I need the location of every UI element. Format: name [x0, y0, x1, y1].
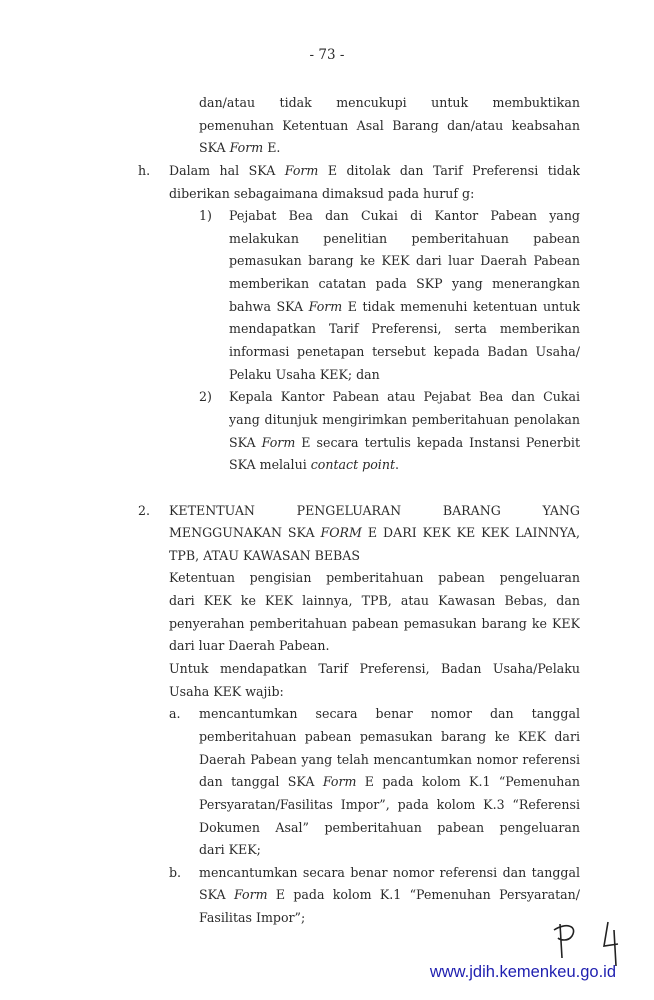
line-text [229, 454, 580, 477]
line-text [229, 341, 580, 364]
text-line [0, 545, 654, 568]
list-marker: 2. [138, 502, 151, 518]
text-line [0, 364, 654, 387]
line-text [199, 862, 580, 885]
line-text [199, 749, 580, 772]
line-text [169, 590, 580, 613]
text-segment: Fasilitas Impor”; [199, 910, 306, 926]
text-segment: pemasukan barang ke KEK dari luar Daerah Pabean [229, 253, 580, 269]
page-number: - 73 - [309, 47, 345, 63]
text-segment: Persyaratan/Fasilitas Impor”, pada kolom K.3 “Referensi [199, 796, 580, 812]
text-segment: bahwa SKA [229, 298, 309, 314]
line-text [199, 817, 580, 840]
line-text [169, 613, 580, 636]
text-line [0, 183, 654, 206]
text-line [0, 726, 654, 749]
text-segment: MENGGUNAKAN SKA [169, 525, 321, 541]
text-line [0, 386, 654, 409]
list-marker: 1) [199, 208, 212, 224]
text-segment: informasi penetapan tersebut kepada Badan Usaha/ [229, 344, 580, 360]
list-marker: h. [138, 162, 151, 178]
text-segment: Pelaku Usaha KEK; dan [229, 366, 380, 382]
text-segment: SKA melalui [229, 457, 311, 473]
text-line [0, 432, 654, 455]
text-segment: E pada kolom K.1 “Pemenuhan Persyaratan/ [267, 887, 580, 903]
text-line [0, 92, 654, 115]
text-segment: Dokumen Asal” pemberitahuan pabean pengeluaran [199, 819, 580, 835]
list-marker: a. [169, 706, 181, 722]
text-segment: melakukan penelitian pemberitahuan pabean [229, 230, 580, 246]
text-line [0, 454, 654, 477]
text-segment: E DARI KEK KE KEK LAINNYA, [361, 525, 580, 541]
line-text [169, 183, 580, 206]
italic-segment: Form [322, 774, 357, 790]
text-segment: . [395, 457, 400, 473]
text-segment: penyerahan pemberitahuan pabean pemasukan barang ke KEK [169, 615, 580, 631]
text-segment: dari KEK; [199, 842, 261, 858]
line-text [199, 771, 580, 794]
text-line [0, 817, 654, 840]
text-line [0, 884, 654, 907]
line-text [199, 703, 580, 726]
line-text [199, 884, 580, 907]
italic-segment: Form [229, 140, 264, 156]
text-segment: Usaha KEK wajib: [169, 683, 284, 699]
text-segment: SKA [229, 434, 262, 450]
text-segment: diberikan sebagaimana dimaksud pada huruf g: [169, 185, 475, 201]
line-text [229, 296, 580, 319]
text-line [0, 500, 654, 523]
text-line [0, 794, 654, 817]
line-text [229, 409, 580, 432]
text-segment: Dalam hal SKA [169, 162, 285, 178]
text-line [0, 590, 654, 613]
text-line [0, 703, 654, 726]
italic-segment: contact point [310, 457, 396, 473]
text-line [0, 635, 654, 658]
line-text [199, 839, 580, 862]
text-segment: mendapatkan Tarif Preferensi, serta memberikan [229, 321, 580, 337]
line-text [169, 567, 580, 590]
text-segment: Untuk mendapatkan Tarif Preferensi, Badan Usaha/Pelaku [169, 661, 580, 677]
text-segment: yang ditunjuk mengirimkan pemberitahuan penolakan [229, 411, 580, 427]
italic-segment: Form [261, 434, 296, 450]
line-text [169, 635, 580, 658]
document-body [0, 92, 654, 930]
jdih-website-link[interactable]: www.jdih.kemenkeu.go.id [429, 963, 616, 981]
line-text [229, 364, 580, 387]
text-line [0, 613, 654, 636]
text-line [0, 658, 654, 681]
text-segment: pemberitahuan pabean pemasukan barang ke KEK dari [199, 728, 580, 744]
text-segment: dari KEK ke KEK lainnya, TPB, atau Kawasan Bebas, dan [169, 593, 580, 609]
text-line [0, 228, 654, 251]
line-text [199, 92, 580, 115]
line-text [199, 115, 580, 138]
line-text [229, 205, 580, 228]
line-text [169, 500, 580, 523]
text-line [0, 749, 654, 772]
text-segment: Kepala Kantor Pabean atau Pejabat Bea dan Cukai [229, 389, 580, 405]
line-text [169, 545, 580, 568]
line-text [199, 137, 580, 160]
text-segment: Daerah Pabean yang telah mencantumkan nomor referensi [199, 751, 580, 767]
text-line [0, 681, 654, 704]
text-segment: E. [263, 140, 281, 156]
text-line [0, 160, 654, 183]
italic-segment: FORM [320, 525, 362, 541]
text-segment: mencantumkan secara benar nomor referensi dan tanggal [199, 864, 580, 880]
text-segment: E pada kolom K.1 “Pemenuhan [356, 774, 580, 790]
italic-segment: Form [284, 162, 319, 178]
blank-line [0, 477, 654, 500]
line-text [199, 726, 580, 749]
text-line [0, 341, 654, 364]
text-segment: Ketentuan pengisian pemberitahuan pabean pengeluaran [169, 570, 580, 586]
text-line [0, 862, 654, 885]
line-text [199, 907, 580, 930]
line-text [229, 250, 580, 273]
text-segment: E secara tertulis kepada Instansi Penerbit [295, 434, 580, 450]
line-text [199, 794, 580, 817]
text-line [0, 205, 654, 228]
text-segment: KETENTUAN PENGELUARAN BARANG YANG [169, 502, 580, 518]
text-line [0, 771, 654, 794]
text-line [0, 318, 654, 341]
text-segment: Pejabat Bea dan Cukai di Kantor Pabean yang [229, 208, 580, 224]
text-segment: SKA [199, 140, 230, 156]
text-line [0, 273, 654, 296]
text-line [0, 567, 654, 590]
text-line [0, 250, 654, 273]
text-line [0, 296, 654, 319]
line-text [169, 160, 580, 183]
italic-segment: Form [233, 887, 268, 903]
text-segment: dari luar Daerah Pabean. [169, 638, 330, 654]
text-segment: SKA [199, 887, 234, 903]
text-segment: TPB, ATAU KAWASAN BEBAS [169, 547, 361, 563]
line-text [169, 681, 580, 704]
line-text [169, 522, 580, 545]
text-segment: mencantumkan secara benar nomor dan tanggal [199, 706, 580, 722]
text-line [0, 137, 654, 160]
text-line [0, 839, 654, 862]
text-line [0, 115, 654, 138]
line-text [229, 432, 580, 455]
text-segment: pemenuhan Ketentuan Asal Barang dan/atau keabsahan [199, 117, 580, 133]
italic-segment: Form [308, 298, 343, 314]
text-segment: memberikan catatan pada SKP yang menerangkan [229, 276, 580, 292]
line-text [229, 318, 580, 341]
text-line [0, 522, 654, 545]
line-text [229, 273, 580, 296]
text-line [0, 409, 654, 432]
text-segment: E ditolak dan Tarif Preferensi tidak [318, 162, 580, 178]
line-text [229, 228, 580, 251]
text-segment: dan tanggal SKA [199, 774, 323, 790]
list-marker: b. [169, 864, 182, 880]
line-text [229, 386, 580, 409]
line-text [169, 658, 580, 681]
text-segment: E tidak memenuhi ketentuan untuk [342, 298, 580, 314]
text-segment: dan/atau tidak mencukupi untuk membuktikan [199, 95, 580, 110]
list-marker: 2) [199, 389, 212, 405]
